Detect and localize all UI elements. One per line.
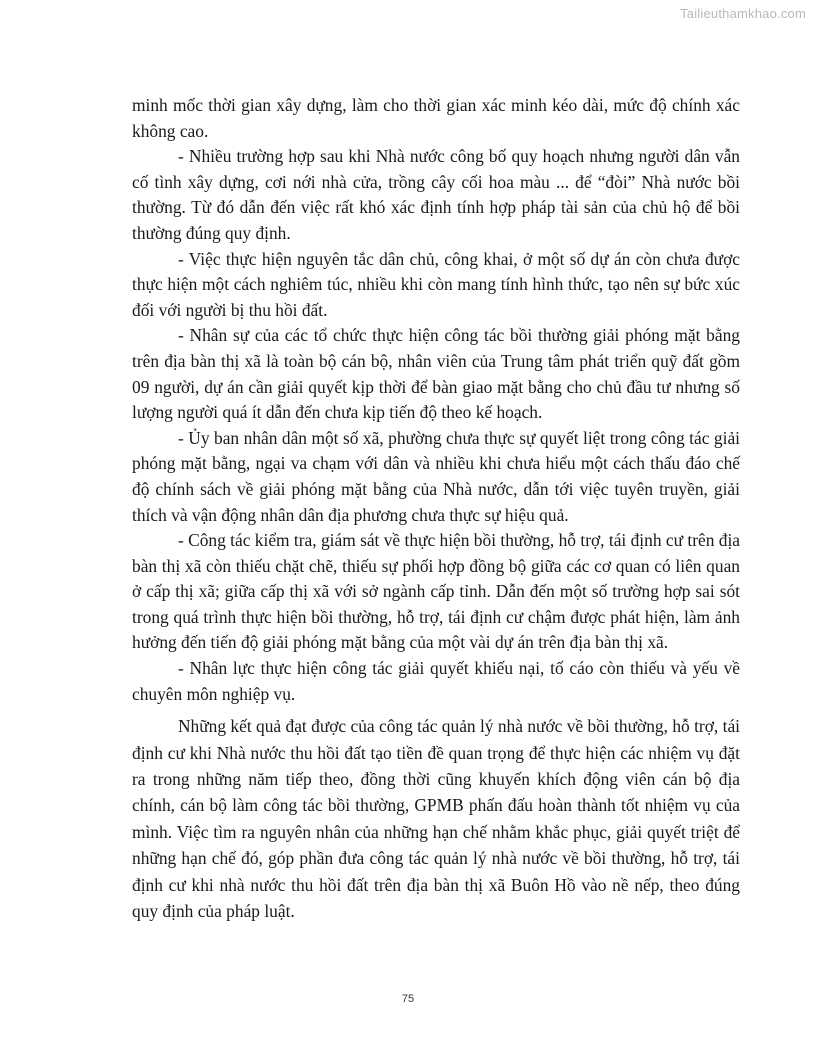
paragraph-bullet-6: - Nhân lực thực hiện công tác giải quyết khiếu nại, tố cáo còn thiếu và yếu về chuyên môn nghiệp vụ.: [132, 658, 740, 704]
page-number: 75: [401, 993, 415, 1005]
watermark: Tailieuthamkhao.com: [680, 6, 806, 21]
paragraph-continuation: minh mốc thời gian xây dựng, làm cho thời gian xác minh kéo dài, mức độ chính xác không cao.: [132, 95, 740, 141]
paragraph-bullet-5: - Công tác kiểm tra, giám sát về thực hiện bồi thường, hỗ trợ, tái định cư trên địa bàn thị xã còn thiếu chặt chẽ, thiếu sự phối hợp đồng bộ giữa các cơ quan có liên quan ở cấp thị xã; giữa cấp thị xã với sở ngành cấp tỉnh. Dẫn đến một số trường hợp sai sót trong quá trình thực hiện bồi thường, hỗ trợ, tái định cư chậm được phát hiện, làm ảnh hưởng đến tiến độ giải phóng mặt bằng của một vài dự án trên địa bàn thị xã.: [132, 530, 740, 653]
paragraph-conclusion: Những kết quả đạt được của công tác quản lý nhà nước về bồi thường, hỗ trợ, tái định cư khi Nhà nước thu hồi đất tạo tiền đề quan trọng để thực hiện các nhiệm vụ đặt ra trong những năm tiếp theo, đồng thời cũng khuyến khích động viên cán bộ địa chính, cán bộ làm công tác bồi thường, GPMB phấn đấu hoàn thành tốt nhiệm vụ của mình. Việc tìm ra nguyên nhân của những hạn chế nhằm khắc phục, giải quyết triệt để những hạn chế đó, góp phần đưa công tác quản lý nhà nước về bồi thường, hỗ trợ, tái định cư khi nhà nước thu hồi đất trên địa bàn thị xã Buôn Hồ vào nề nếp, theo đúng quy định của pháp luật.: [132, 716, 740, 922]
document-body: [132, 93, 740, 925]
paragraph-bullet-2: - Việc thực hiện nguyên tắc dân chủ, công khai, ở một số dự án còn chưa được thực hiện một cách nghiêm túc, nhiều khi còn mang tính hình thức, tạo nên sự bức xúc đối với người bị thu hồi đất.: [132, 248, 740, 320]
paragraph-bullet-1: - Nhiều trường hợp sau khi Nhà nước công bố quy hoạch nhưng người dân vẫn cố tình xây dựng, cơi nới nhà cửa, trồng cây cối hoa màu ... để “đòi” Nhà nước bồi thường. Từ đó dẫn đến việc rất khó xác định tính hợp pháp tài sản của chủ hộ để bồi thường đúng quy định.: [132, 146, 740, 243]
paragraph-bullet-4: - Ủy ban nhân dân một số xã, phường chưa thực sự quyết liệt trong công tác giải phóng mặt bằng, ngại va chạm với dân và nhiều khi chưa hiểu một cách thấu đáo chế độ chính sách về giải phóng mặt bằng của Nhà nước, dẫn tới việc tuyên truyền, giải thích và vận động nhân dân địa phương chưa thực sự hiệu quả.: [132, 427, 740, 525]
paragraph-bullet-3: - Nhân sự của các tổ chức thực hiện công tác bồi thường giải phóng mặt bằng trên địa bàn thị xã là toàn bộ cán bộ, nhân viên của Trung tâm phát triển quỹ đất gồm 09 người, dự án cần giải quyết kịp thời để bàn giao mặt bằng cho chủ đầu tư nhưng số lượng người quá ít dẫn đến chưa kịp tiến độ theo kế hoạch.: [132, 325, 740, 423]
